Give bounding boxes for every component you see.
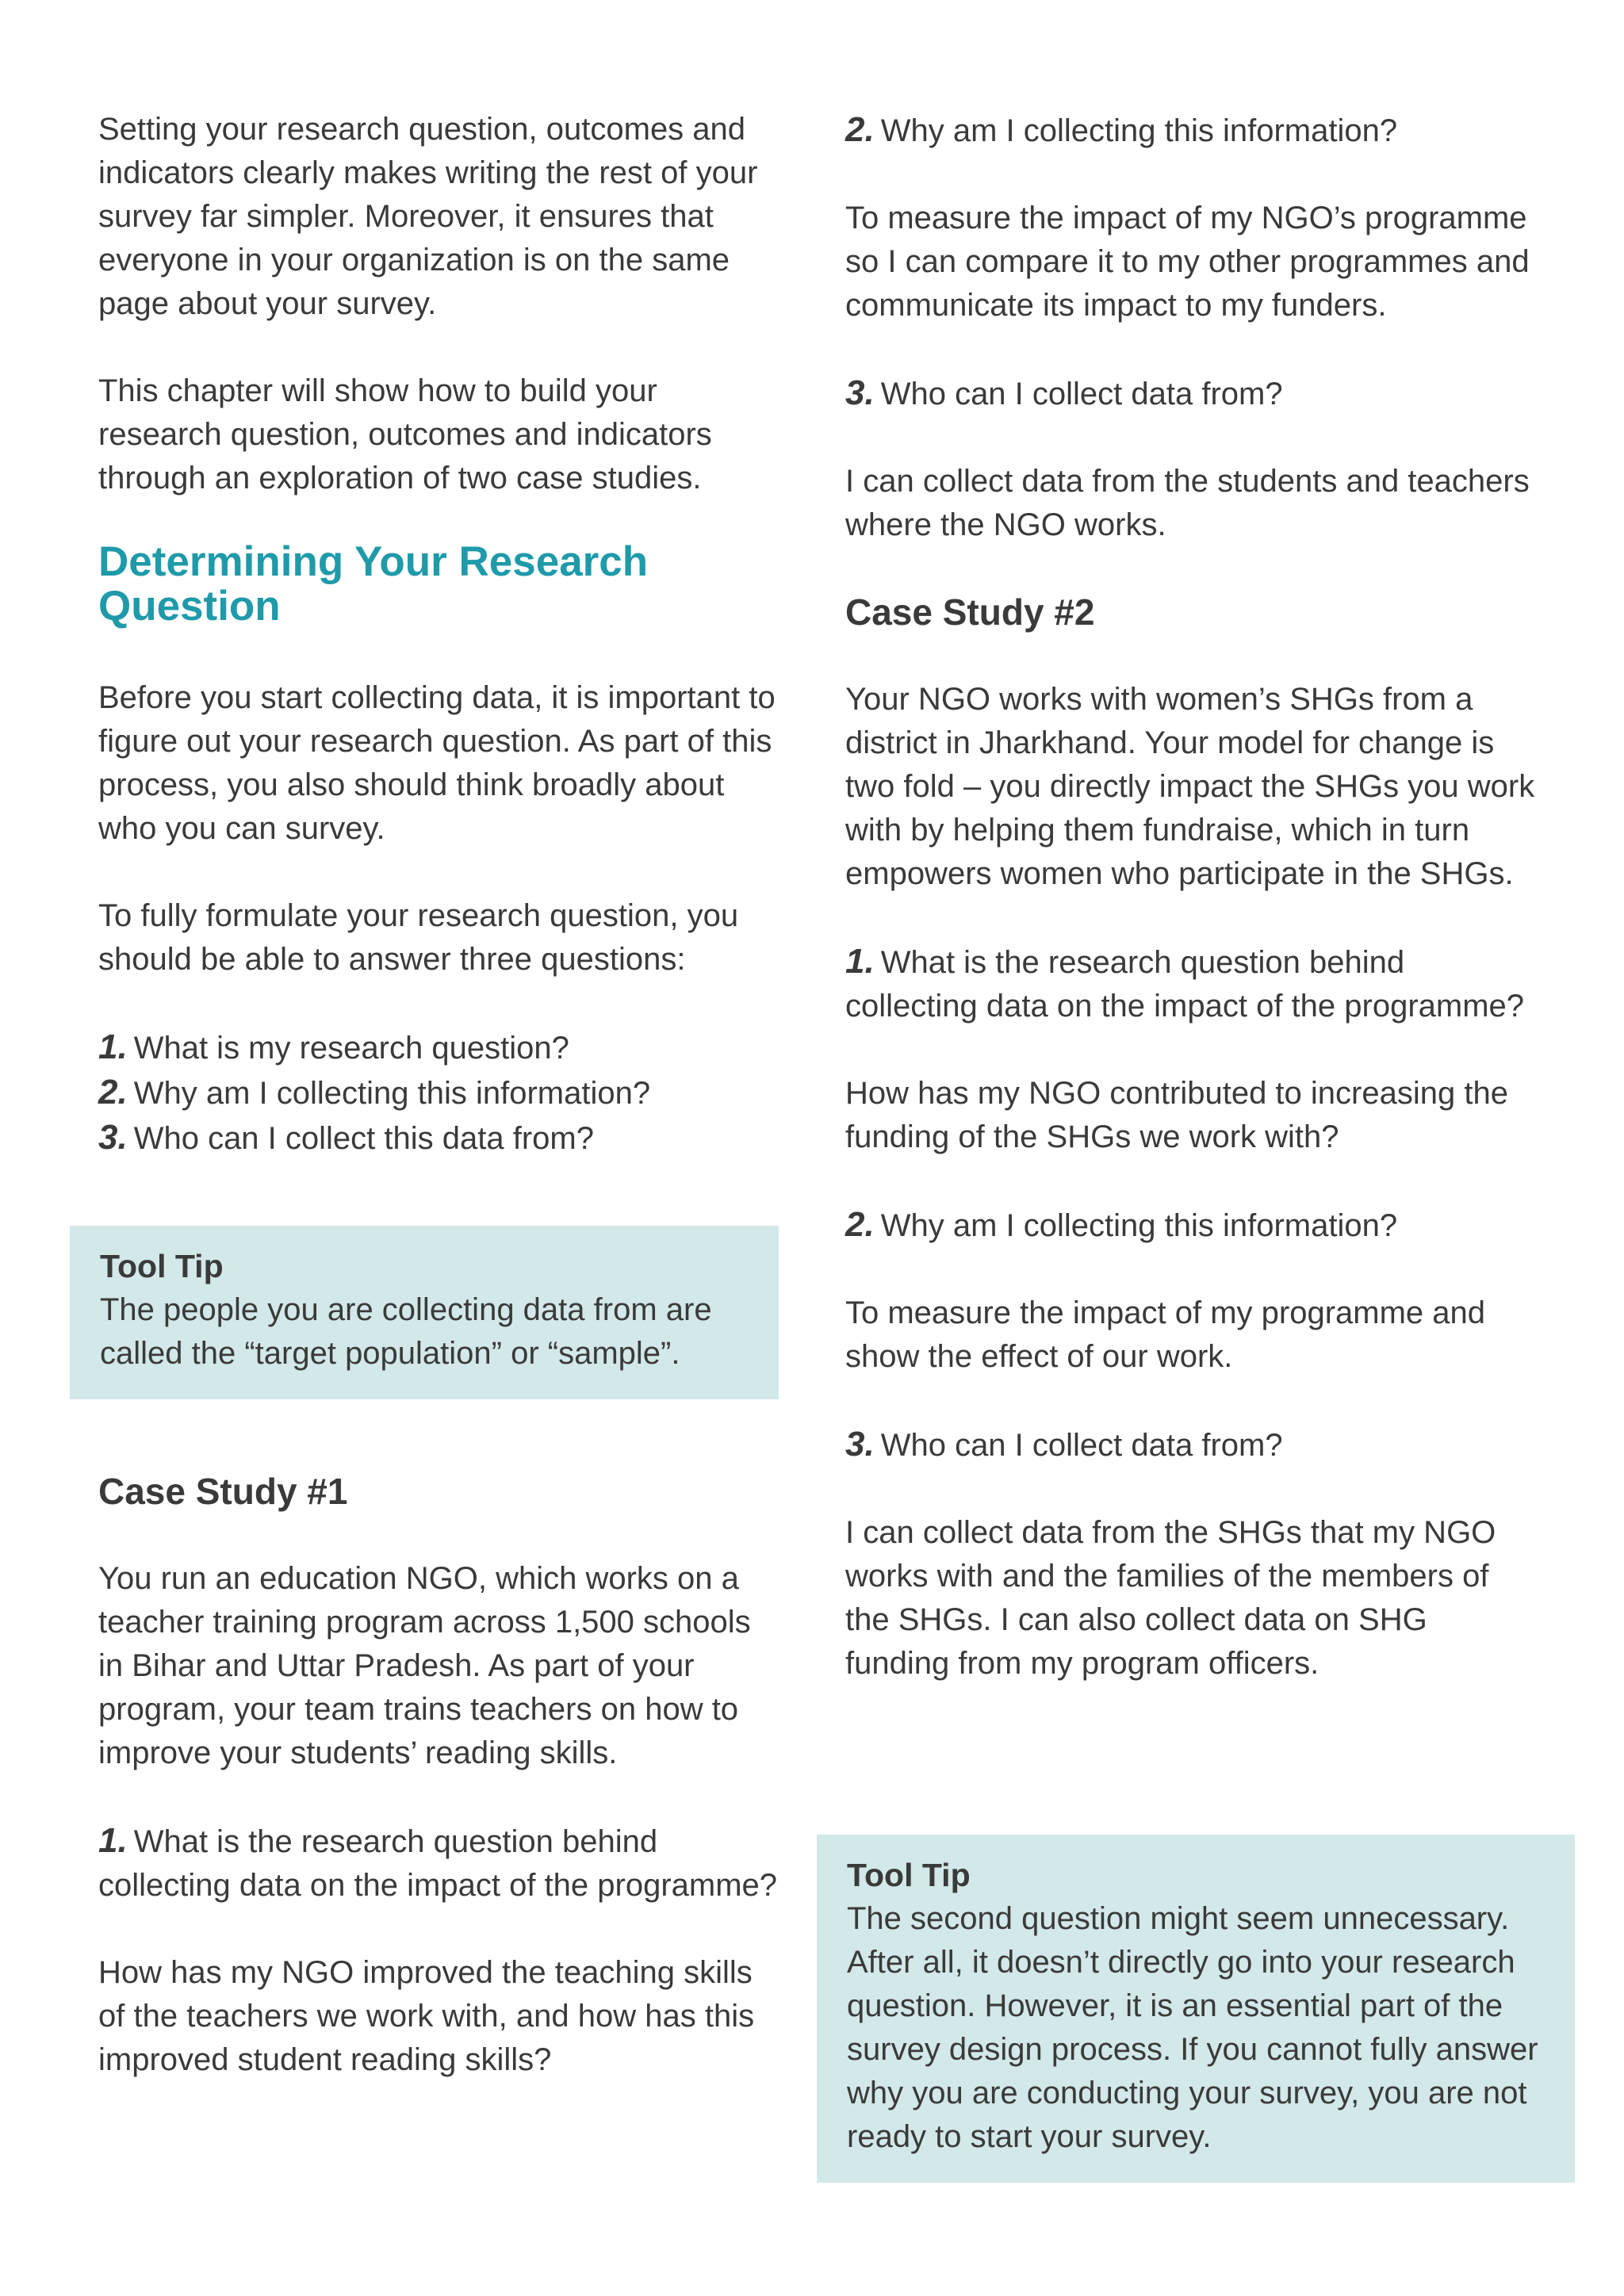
list-item: 1. What is my research question? — [98, 1027, 569, 1066]
intro-paragraph-1: Setting your research question, outcomes and indicators clearly makes writing the rest of your survey far simpler. Moreover, it ensures that everyone in your organization is on the same page about your survey. — [98, 112, 758, 321]
section-heading: Determining Your Research Question — [98, 538, 649, 629]
tool-tip-title: Tool Tip — [847, 1857, 971, 1893]
intro-paragraph-2: This chapter will show how to build your research question, outcomes and indicators through an exploration of two case studies. — [98, 373, 712, 496]
case-study-2-answer-1: How has my NGO contributed to increasing the funding of the SHGs we work with? — [845, 1076, 1508, 1154]
tool-tip-box — [70, 1226, 779, 1399]
case-study-1-question-1: 1. What is the research question behind collecting data on the impact of the programme? — [98, 1821, 778, 1903]
case-study-2-answer-2: To measure the impact of my programme and show the effect of our work. — [845, 1295, 1486, 1374]
case-study-1-answer-3: I can collect data from the students and teachers where the NGO works. — [845, 464, 1530, 542]
tool-tip-title: Tool Tip — [100, 1248, 224, 1284]
questions-list — [98, 1025, 780, 1161]
case-study-1-question-2: 2. Why am I collecting this information? — [845, 110, 1398, 149]
case-study-2-question-2: 2. Why am I collecting this information? — [845, 1205, 1398, 1244]
tool-tip-box — [817, 1835, 1575, 2183]
case-study-2-question-3: 3. Who can I collect data from? — [845, 1425, 1283, 1464]
before-paragraph: Before you start collecting data, it is important to figure out your research question. As part of this process, you also should think broadly about who you can survey. — [98, 680, 776, 846]
case-study-1-answer-1: How has my NGO improved the teaching skills of the teachers we work with, and how has this improved student reading skills? — [98, 1955, 755, 2077]
case-study-1-title: Case Study #1 — [98, 1471, 348, 1512]
case-study-2-paragraph: Your NGO works with women’s SHGs from a district in Jharkhand. Your model for change is two fold – you directly impact the SHGs you work with by helping them fundraise, which in turn empowers women who participate in the SHGs. — [845, 682, 1535, 891]
case-study-1-question-3: 3. Who can I collect data from? — [845, 373, 1283, 412]
list-item: 2. Why am I collecting this information? — [98, 1073, 651, 1112]
case-study-1-answer-2: To measure the impact of my NGO’s programme so I can compare it to my other programmes and communicate its impact to my funders. — [845, 201, 1530, 323]
right-column — [845, 108, 1535, 1686]
left-column — [98, 108, 780, 2082]
list-item: 3. Who can I collect this data from? — [98, 1118, 594, 1157]
case-study-1-paragraph: You run an education NGO, which works on a teacher training program across 1,500 schools in Bihar and Uttar Pradesh. As part of your program, your team trains teachers on how to improve your students’ reading skills. — [98, 1561, 751, 1770]
formulate-paragraph: To fully formulate your research question, you should be able to answer three questions: — [98, 898, 739, 977]
tool-tip-text: The people you are collecting data from are called the “target population” or “sample”. — [100, 1292, 712, 1371]
case-study-2-answer-3: I can collect data from the SHGs that my NGO works with and the families of the members of the SHGs. I can also collect data on SHG funding from my program officers. — [845, 1515, 1496, 1681]
case-study-2-question-1: 1. What is the research question behind collecting data on the impact of the programme? — [845, 942, 1525, 1024]
case-study-2-title: Case Study #2 — [845, 591, 1095, 633]
tool-tip-text: The second question might seem unnecessary. After all, it doesn’t directly go into your research question. However, it is an essential part of the survey design process. If you cannot fully answer why you are conducting your survey, you are not ready to start your survey. — [847, 1901, 1538, 2154]
